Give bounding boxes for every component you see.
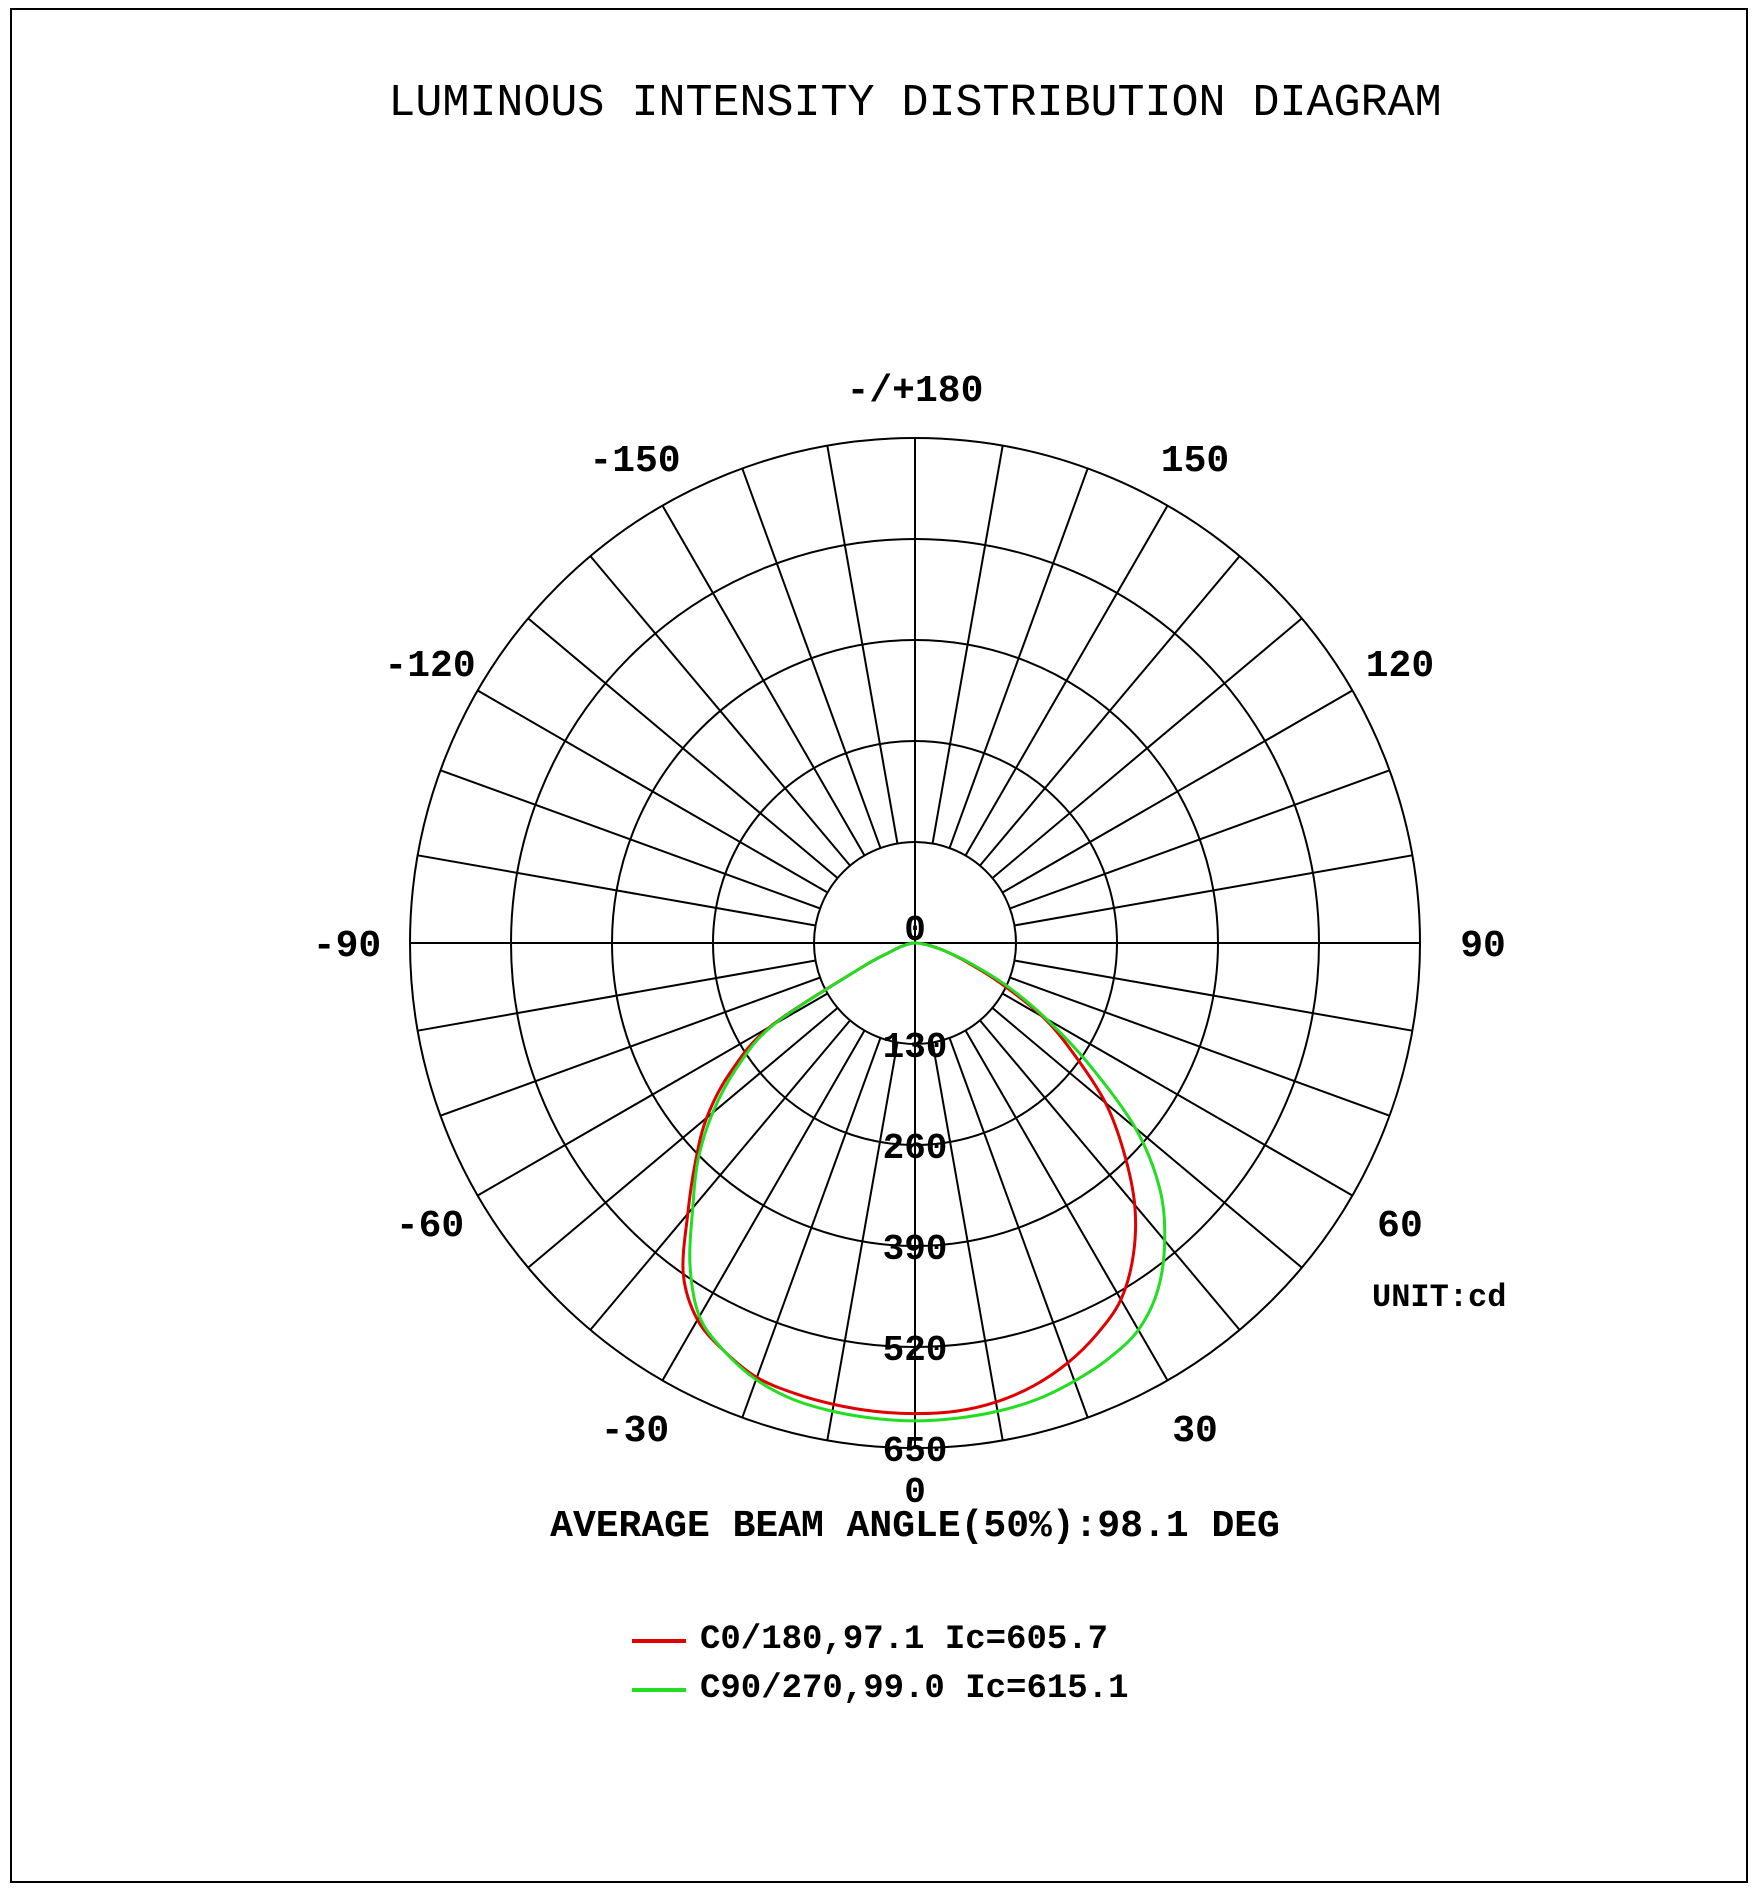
grid-spoke--140 (590, 556, 850, 865)
radial-tick-label-650: 650 (882, 1431, 948, 1472)
bottom-zero-label: 0 (904, 1472, 926, 1513)
grid-spoke--70 (440, 978, 820, 1116)
angle-label-60: 60 (1377, 1205, 1423, 1248)
grid-spoke-60 (1002, 994, 1352, 1196)
angle-label-30: 30 (1172, 1409, 1218, 1453)
grid-spoke-100 (1014, 855, 1412, 925)
grid-spoke-150 (966, 506, 1168, 856)
unit-label: UNIT:cd (1372, 1279, 1507, 1316)
grid-spoke--40 (590, 1020, 850, 1329)
grid-spoke--170 (827, 446, 897, 844)
grid-spoke-110 (1010, 770, 1390, 908)
grid-spoke-80 (1014, 961, 1412, 1031)
grid-spoke-120 (1002, 691, 1352, 893)
angle-label--30: -30 (600, 1409, 670, 1453)
legend-label-c0: C0/180,97.1 Ic=605.7 (700, 1621, 1109, 1659)
angle-label-150: 150 (1160, 440, 1230, 484)
grid-spoke-50 (992, 1008, 1301, 1268)
radial-tick-label-130: 130 (882, 1027, 948, 1068)
grid-spoke--100 (418, 855, 816, 925)
angle-label-120: 120 (1365, 645, 1435, 688)
grid-spoke-20 (950, 1038, 1088, 1418)
grid-spoke-170 (933, 446, 1003, 844)
radial-tick-label-520: 520 (882, 1330, 948, 1371)
angle-label--90: -90 (312, 925, 382, 968)
grid-spoke--150 (663, 506, 865, 856)
grid-spoke-30 (966, 1030, 1168, 1380)
chart-title: LUMINOUS INTENSITY DISTRIBUTION DIAGRAM (388, 78, 1442, 129)
grid-spoke-130 (992, 618, 1301, 878)
grid-spoke--20 (742, 1038, 880, 1418)
angle-label-90: 90 (1460, 925, 1506, 968)
legend (632, 1621, 1128, 1708)
angle-label--150: -150 (589, 440, 681, 484)
grid-spoke-40 (980, 1020, 1240, 1329)
legend-label-c90: C90/270,99.0 Ic=615.1 (700, 1670, 1129, 1708)
grid-spoke--160 (742, 468, 880, 848)
grid-spoke-140 (980, 556, 1240, 865)
angle-label-180: -/+180 (846, 370, 984, 413)
grid-spoke-160 (950, 468, 1088, 848)
beam-angle-text: AVERAGE BEAM ANGLE(50%):98.1 DEG (550, 1505, 1280, 1548)
grid-spoke--120 (478, 691, 828, 893)
grid-spoke--80 (418, 961, 816, 1031)
center-label: 0 (904, 910, 926, 951)
radial-tick-label-390: 390 (882, 1229, 948, 1270)
radial-tick-label-260: 260 (882, 1128, 948, 1169)
grid-spoke--130 (528, 618, 837, 878)
grid-spoke--110 (440, 770, 820, 908)
angle-label--120: -120 (384, 645, 476, 688)
grid-spoke--50 (528, 1008, 837, 1268)
angle-label--60: -60 (395, 1205, 465, 1248)
